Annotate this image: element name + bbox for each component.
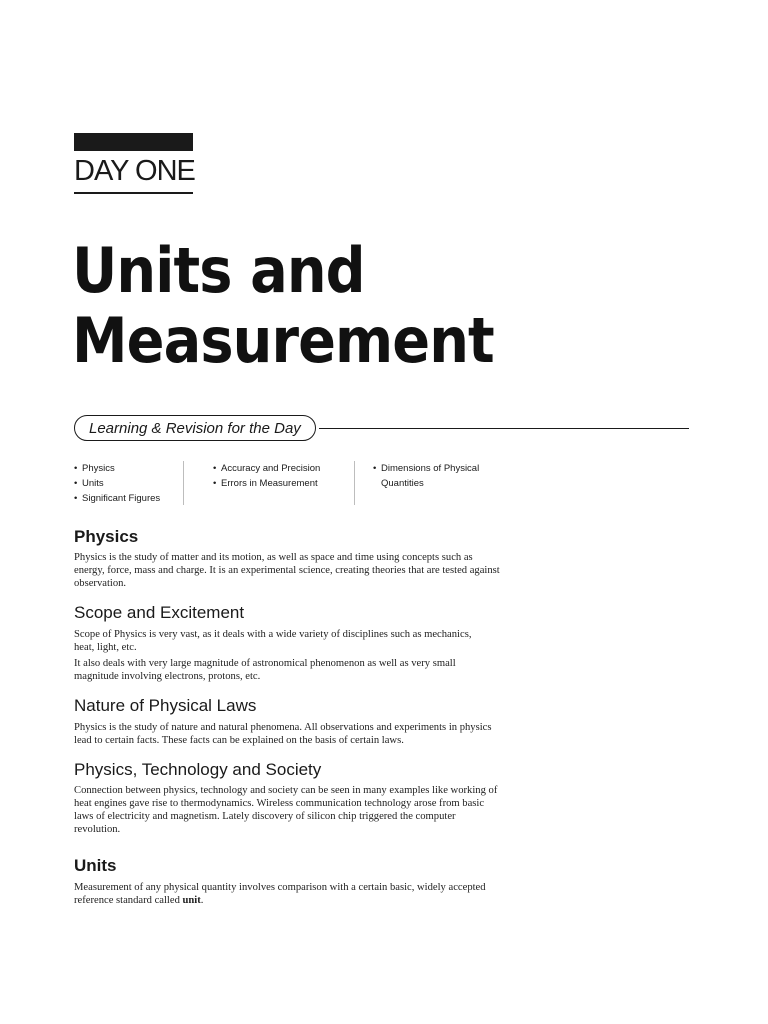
topic-item: • Dimensions of Physical Quantities [373, 461, 493, 491]
section-heading-scope: Scope and Excitement [74, 603, 245, 622]
section-heading-physics: Physics [74, 527, 139, 546]
paragraph-nature: Physics is the study of nature and natural phenomena. All observations and experiments in physics lead to certain facts. These facts can be explained on the basis of certain laws. [74, 722, 492, 746]
topic-item: • Significant Figures [74, 491, 179, 506]
learning-revision-label: Learning & Revision for the Day [74, 415, 316, 441]
chapter-title-line2: Measurement [72, 304, 494, 377]
section-heading-nature: Nature of Physical Laws [74, 696, 257, 715]
units-text-end: . [200, 895, 204, 906]
day-marker-bar [74, 133, 193, 151]
column-divider [354, 461, 355, 505]
learning-revision-rule [319, 428, 689, 429]
day-underline [74, 192, 193, 194]
paragraph-society: Connection between physics, technology and society can be seen in many examples like working of heat engines gave rise to thermodynamics. Wireless communication technology arose from basic laws of electricity and magnetism. Lately discovery of silicon chip triggered the computer revolution. [74, 785, 498, 835]
paragraph-units [74, 881, 504, 907]
day-label: DAY ONE [74, 155, 195, 187]
chapter-title-line1: Units and [72, 234, 365, 307]
topic-list-col2 [213, 461, 348, 491]
section-heading-units: Units [74, 856, 117, 875]
topic-item: • Physics [74, 461, 179, 476]
topic-item: • Units [74, 476, 179, 491]
topic-list-col3 [373, 461, 493, 491]
section-heading-society: Physics, Technology and Society [74, 760, 322, 779]
topic-item: • Accuracy and Precision [213, 461, 348, 476]
chapter-title [72, 236, 494, 376]
topic-item: • Errors in Measurement [213, 476, 348, 491]
column-divider [183, 461, 184, 505]
topic-list-col1 [74, 461, 179, 506]
paragraph-physics: Physics is the study of matter and its motion, as well as space and time using concepts such as energy, force, mass and charge. It is an experimental science, creating theories that are tested against observation. [74, 552, 500, 589]
unit-term: unit [182, 895, 201, 906]
paragraph-scope-2: It also deals with very large magnitude of astronomical phenomenon as well as very small magnitude involving electrons, protons, etc. [74, 658, 456, 682]
paragraph-scope-1: Scope of Physics is very vast, as it deals with a wide variety of disciplines such as mechanics, heat, light, etc. [74, 629, 472, 653]
units-text: Measurement of any physical quantity involves comparison with a certain basic, widely accepted reference standard called [74, 882, 486, 906]
